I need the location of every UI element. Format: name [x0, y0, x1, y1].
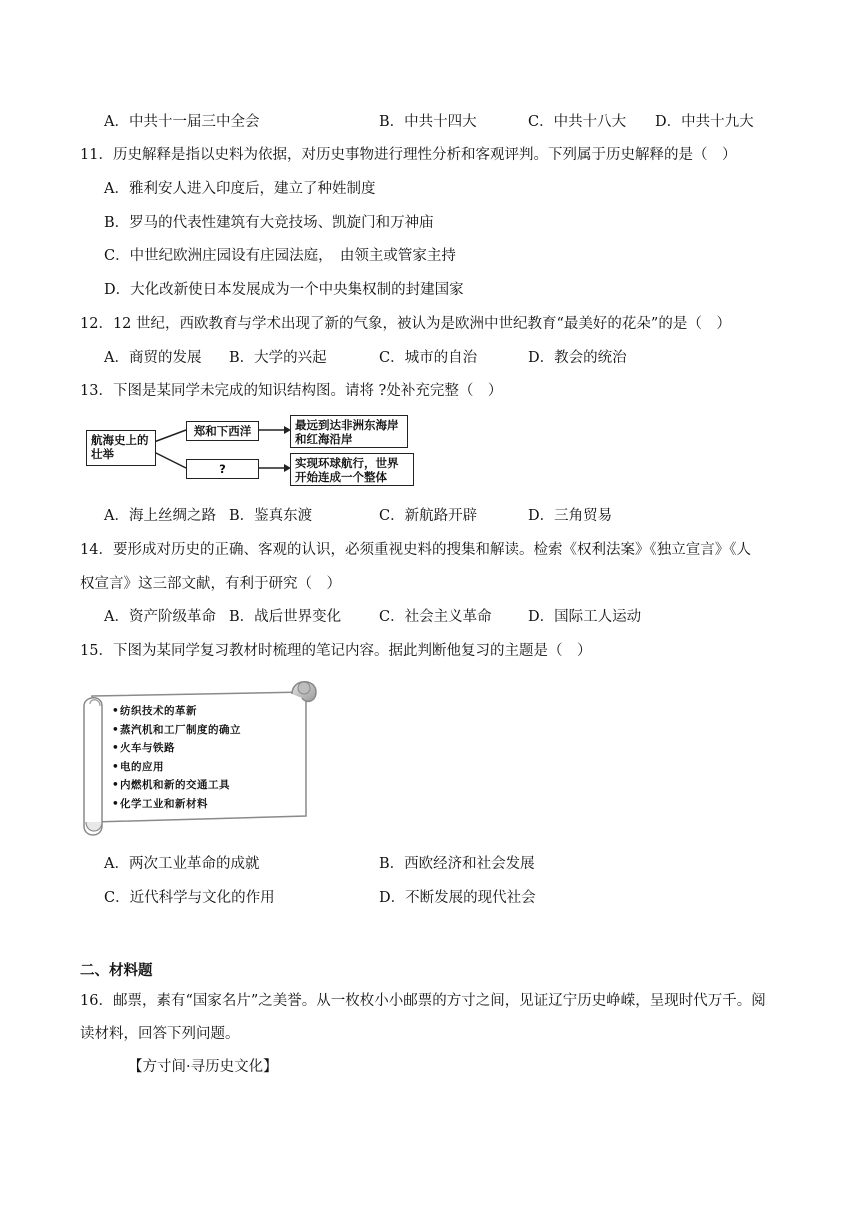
q12-option-d: D．教会的统治 — [528, 350, 627, 366]
q15-option-a: A．两次工业革命的成就 — [104, 856, 260, 872]
material-subheading: 【方寸间·寻历史文化】 — [128, 1059, 278, 1075]
q11-option-c: C．中世纪欧洲庄园设有庄园法庭， 由领主或管家主持 — [104, 248, 456, 264]
scroll-notes-list — [112, 702, 241, 814]
q15-stem: 15．下图为某同学复习教材时梳理的笔记内容。据此判断他复习的主题是（ ） — [80, 643, 592, 659]
q15-option-b: B．西欧经济和社会发展 — [379, 856, 535, 872]
q14-stem-line1: 14．要形成对历史的正确、客观的认识，必须重视史料的搜集和解读。检索《权利法案》《独立宣言》《人 — [80, 542, 751, 558]
diagram-branch-unknown: ? — [186, 459, 259, 479]
q10-option-a: A．中共十一届三中全会 — [104, 114, 260, 130]
note-item: •火车与铁路 — [112, 742, 175, 755]
q16-stem-line2: 读材料，回答下列问题。 — [80, 1026, 240, 1042]
q10-option-b: B．中共十四大 — [379, 114, 477, 130]
q13-option-d: D．三角贸易 — [528, 508, 613, 524]
q14-stem-line2: 权宣言》这三部文献，有利于研究（ ） — [80, 576, 341, 592]
diagram-root-node: 航海史上的壮举 — [86, 430, 156, 466]
note-item: •化学工业和新材料 — [112, 797, 208, 810]
q15-option-c: C．近代科学与文化的作用 — [104, 890, 275, 906]
q13-option-a: A．海上丝绸之路 — [104, 508, 216, 524]
note-item: •蒸汽机和工厂制度的确立 — [112, 723, 241, 736]
note-item: •内燃机和新的交通工具 — [112, 779, 230, 792]
q15-option-d: D．不断发展的现代社会 — [379, 890, 536, 906]
q12-stem: 12．12 世纪，西欧教育与学术出现了新的气象，被认为是欧洲中世纪教育“最美好的花朵”的是（ ） — [80, 316, 731, 332]
q11-option-a: A．雅利安人进入印度后，建立了种姓制度 — [104, 181, 376, 197]
q11-option-b: B．罗马的代表性建筑有大竞技场、凯旋门和万神庙 — [104, 215, 434, 231]
q11-option-d: D．大化改新使日本发展成为一个中央集权制的封建国家 — [104, 282, 464, 298]
q14-option-a: A．资产阶级革命 — [104, 609, 216, 625]
q13-stem: 13．下图是某同学未完成的知识结构图。请将 ?处补充完整（ ） — [80, 383, 503, 399]
diagram-result-1: 最远到达非洲东海岸和红海沿岸 — [290, 415, 408, 448]
q12-option-b: B．大学的兴起 — [229, 350, 327, 366]
note-item: •纺织技术的革新 — [112, 705, 197, 717]
q11-stem: 11．历史解释是指以史料为依据，对历史事物进行理性分析和客观评判。下列属于历史解释的是（ ） — [80, 147, 737, 163]
q16-stem-line1: 16．邮票，素有“国家名片”之美誉。从一枚枚小小邮票的方寸之间，见证辽宁历史峥嵘，呈现时代万千。阅 — [80, 993, 766, 1009]
q12-option-a: A．商贸的发展 — [104, 350, 202, 366]
q13-option-b: B．鉴真东渡 — [229, 508, 313, 524]
q14-option-d: D．国际工人运动 — [528, 609, 642, 625]
diagram-branch-zhenghe: 郑和下西洋 — [186, 421, 259, 441]
q10-option-c: C．中共十八大 — [528, 114, 627, 130]
q12-option-c: C．城市的自治 — [379, 350, 478, 366]
q14-option-c: C．社会主义革命 — [379, 609, 492, 625]
diagram-result-2: 实现环球航行，世界开始连成一个整体 — [290, 453, 414, 486]
q13-option-c: C．新航路开辟 — [379, 508, 478, 524]
q10-option-d: D．中共十九大 — [655, 114, 754, 130]
section-title: 二、材料题 — [80, 963, 153, 979]
note-item: •电的应用 — [112, 760, 164, 773]
q14-option-b: B．战后世界变化 — [229, 609, 342, 625]
